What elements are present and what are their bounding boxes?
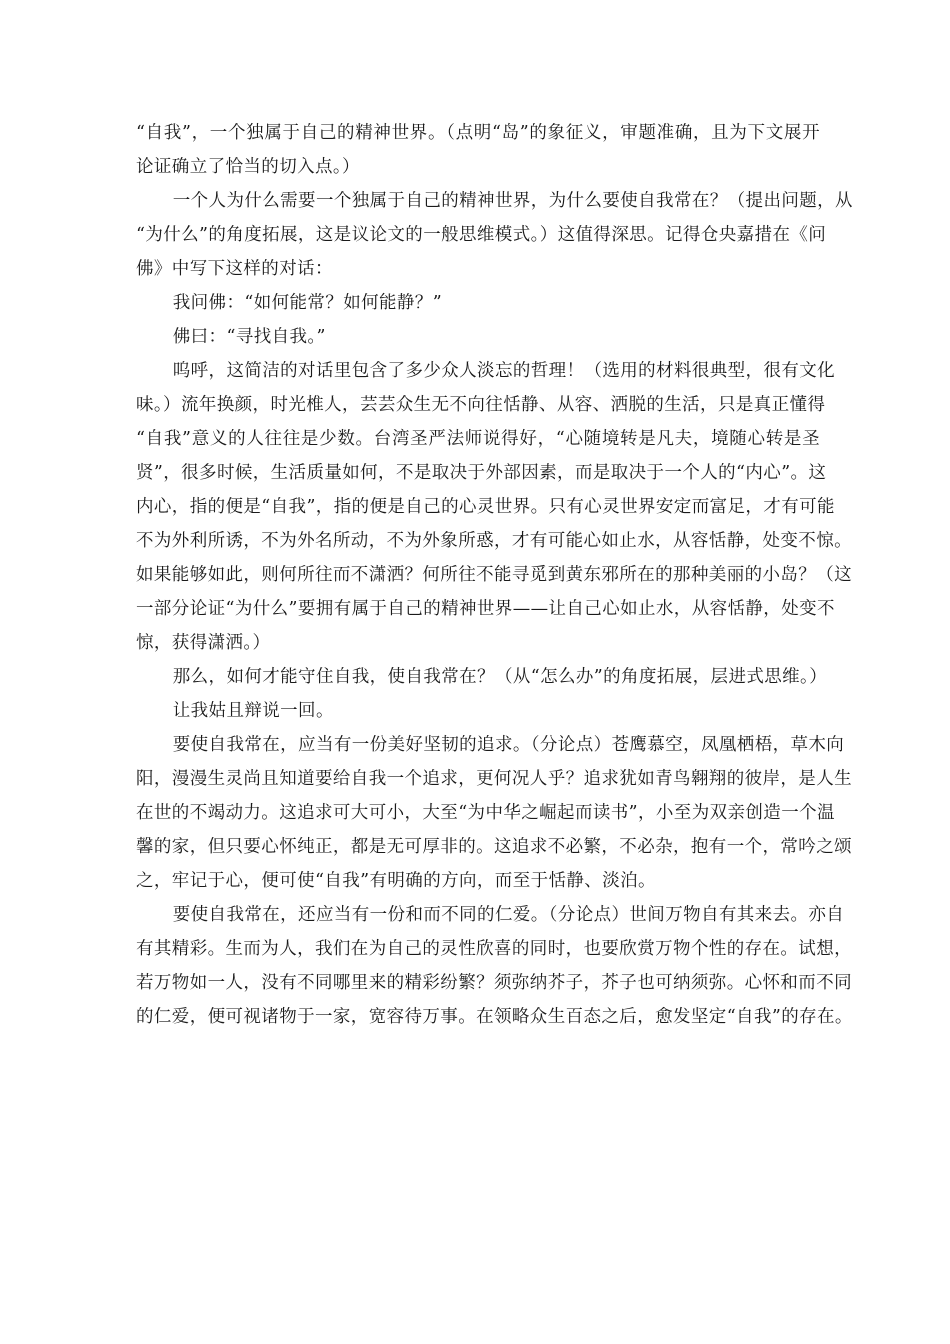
text-line: 如果能够如此，则何所往而不潇洒？何所往不能寻觅到黄东邪所在的那种美丽的小岛？（这	[136, 565, 852, 585]
text-line: 的仁爱，便可视诸物于一家，宽容待万事。在领略众生百态之后，愈发坚定“自我”的存在。	[136, 1007, 853, 1027]
text-line: 让我姑且辩说一回。	[172, 701, 334, 721]
text-line: 若万物如一人，没有不同哪里来的精彩纷繁？须弥纳芥子，芥子也可纳须弥。心怀和而不同	[136, 973, 852, 993]
paragraph	[136, 116, 820, 184]
text-line: 内心，指的便是“自我”，指的便是自己的心灵世界。只有心灵世界安定而富足，才有可能	[136, 497, 835, 517]
text-line: 阳，漫漫生灵尚且知道要给自我一个追求，更何况人乎？追求犹如青鸟翱翔的彼岸，是人生	[136, 769, 852, 789]
text-line: 呜呼，这简洁的对话里包含了多少众人淡忘的哲理！（选用的材料很典型，很有文化	[172, 361, 836, 381]
paragraph	[136, 694, 820, 728]
paragraph	[136, 286, 820, 320]
text-line: 要使自我常在，应当有一份美好坚韧的追求。（分论点）苍鹰慕空，凤凰栖梧，草木向	[172, 735, 845, 755]
text-line: 之，牢记于心，便可使“自我”有明确的方向，而至于恬静、淡泊。	[136, 871, 656, 891]
text-line: 贤”，很多时候，生活质量如何，不是取决于外部因素，而是取决于一个人的“内心”。这	[136, 463, 827, 483]
paragraph	[136, 354, 852, 660]
paragraph	[136, 898, 853, 1034]
paragraph	[136, 660, 828, 694]
text-line: 论证确立了恰当的切入点。）	[136, 157, 360, 177]
text-line: 惊，获得潇洒。）	[136, 633, 271, 653]
document-body	[136, 116, 853, 1034]
text-line: 有其精彩。生而为人，我们在为自己的灵性欣喜的同时，也要欣赏万物个性的存在。试想，	[136, 939, 852, 959]
text-line: 在世的不竭动力。这追求可大可小，大至“为中华之崛起而读书”，小至为双亲创造一个温	[136, 803, 835, 823]
text-line: 那么，如何才能守住自我，使自我常在？（从“怎么办”的角度拓展，层进式思维。）	[172, 667, 828, 687]
text-line: “为什么”的角度拓展，这是议论文的一般思维模式。）这值得深思。记得仓央嘉措在《问	[136, 225, 827, 245]
dialogue-line: 佛曰：“寻找自我。”	[172, 327, 326, 347]
paragraph	[136, 320, 820, 354]
paragraph	[136, 184, 853, 286]
text-line: 馨的家，但只要心怀纯正，都是无可厚非的。这追求不必繁，不必杂，抱有一个，常吟之颂	[136, 837, 852, 857]
text-line: 一个人为什么需要一个独属于自己的精神世界，为什么要使自我常在？（提出问题，从	[172, 191, 853, 211]
text-line: 一部分论证“为什么”要拥有属于自己的精神世界——让自己心如止水，从容恬静，处变不	[136, 599, 835, 619]
text-line: 佛》中写下这样的对话：	[136, 259, 333, 279]
text-line: 要使自我常在，还应当有一份和而不同的仁爱。（分论点）世间万物自有其来去。亦自	[172, 905, 845, 925]
dialogue-line: 我问佛：“如何能常？如何能静？”	[172, 293, 443, 313]
text-line: 味。）流年换颜，时光椎人，芸芸众生无不向往恬静、从容、洒脱的生活，只是真正懂得	[136, 395, 826, 415]
text-line: 不为外利所诱，不为外名所动，不为外象所惑，才有可能心如止水，从容恬静，处变不惊。	[136, 531, 852, 551]
text-line: “自我”，一个独属于自己的精神世界。（点明“岛”的象征义，审题准确，且为下文展开	[136, 123, 820, 143]
text-line: “自我”意义的人往往是少数。台湾圣严法师说得好，“心随境转是凡夫，境随心转是圣	[136, 429, 820, 449]
paragraph	[136, 728, 852, 898]
